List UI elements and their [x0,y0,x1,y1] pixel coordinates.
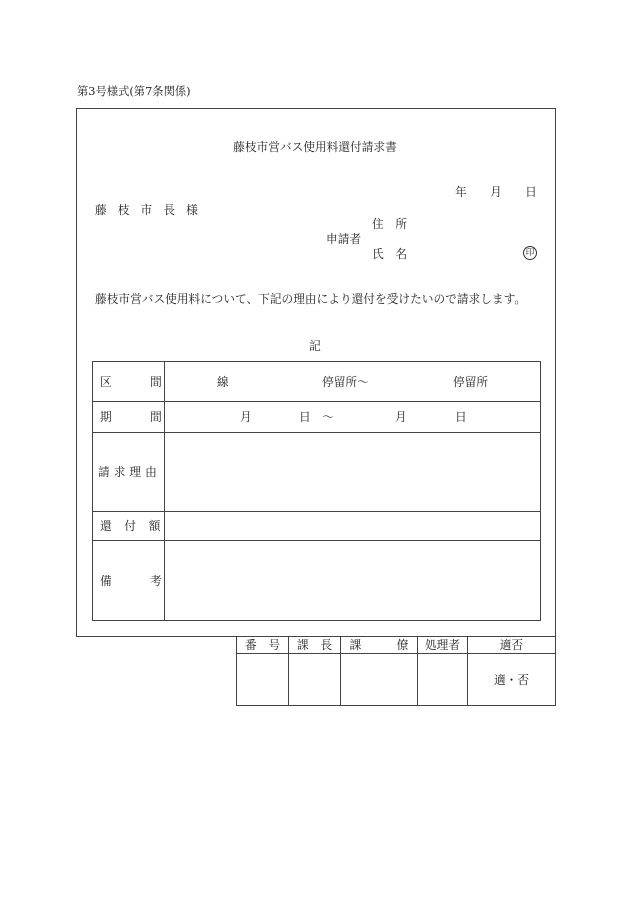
approval-cell-decision: 適・否 [493,672,530,687]
refund-amount-value-cell [165,512,540,540]
date-line: 年 月 日 [455,185,537,199]
address-label: 住 所 [372,217,408,231]
table-row-refund [93,511,540,540]
remarks-value-cell [165,541,540,620]
approval-header-decision: 適否 [468,637,555,654]
form-title: 藤枝市営バス使用料還付請求書 [233,140,397,154]
stop-to-label: 停留所 [453,374,489,389]
name-label: 氏 名 [372,247,408,261]
table-row-period [93,401,540,432]
body-text: 藤枝市営バス使用料について、下記の理由により還付を受けたいので請求します。 [95,292,527,306]
approval-header-staff: 課 僚 [341,637,418,654]
refund-amount-label: 還 付 額 [93,512,165,540]
reason-label: 請求理由 [93,433,165,511]
approval-cell-staff [341,654,418,705]
period-value-cell [165,402,540,432]
period-month-to: 月 [395,410,407,424]
approval-cell-number [237,654,289,705]
section-value-cell [165,362,540,401]
approval-header-number: 番 号 [237,637,289,654]
approval-cell-section-chief [289,654,341,705]
table-row-remarks [93,540,540,620]
stop-from-label: 停留所～ [322,374,369,389]
period-day-from: 日 ～ [299,410,335,424]
addressee: 藤 枝 市 長 様 [95,203,198,217]
section-label: 区 間 [93,362,165,401]
remarks-label: 備 考 [93,541,165,620]
table-row-section [93,362,540,401]
applicant-label: 申請者 [326,232,362,246]
line-label: 線 [217,374,229,389]
approval-header-section-chief: 課 長 [289,637,341,654]
period-label: 期 間 [93,402,165,432]
form-number: 第3号様式(第7条関係) [77,85,191,98]
period-day-to: 日 [455,410,467,424]
request-details-table [92,361,541,621]
approval-cell-processor [418,654,468,705]
reason-value-cell [165,433,540,511]
ki-heading: 記 [309,339,321,353]
period-month-from: 月 [240,410,252,424]
approval-header-processor: 処理者 [418,637,468,654]
table-row-reason [93,432,540,511]
approval-table [236,636,556,706]
seal-icon: 印 [523,246,537,260]
